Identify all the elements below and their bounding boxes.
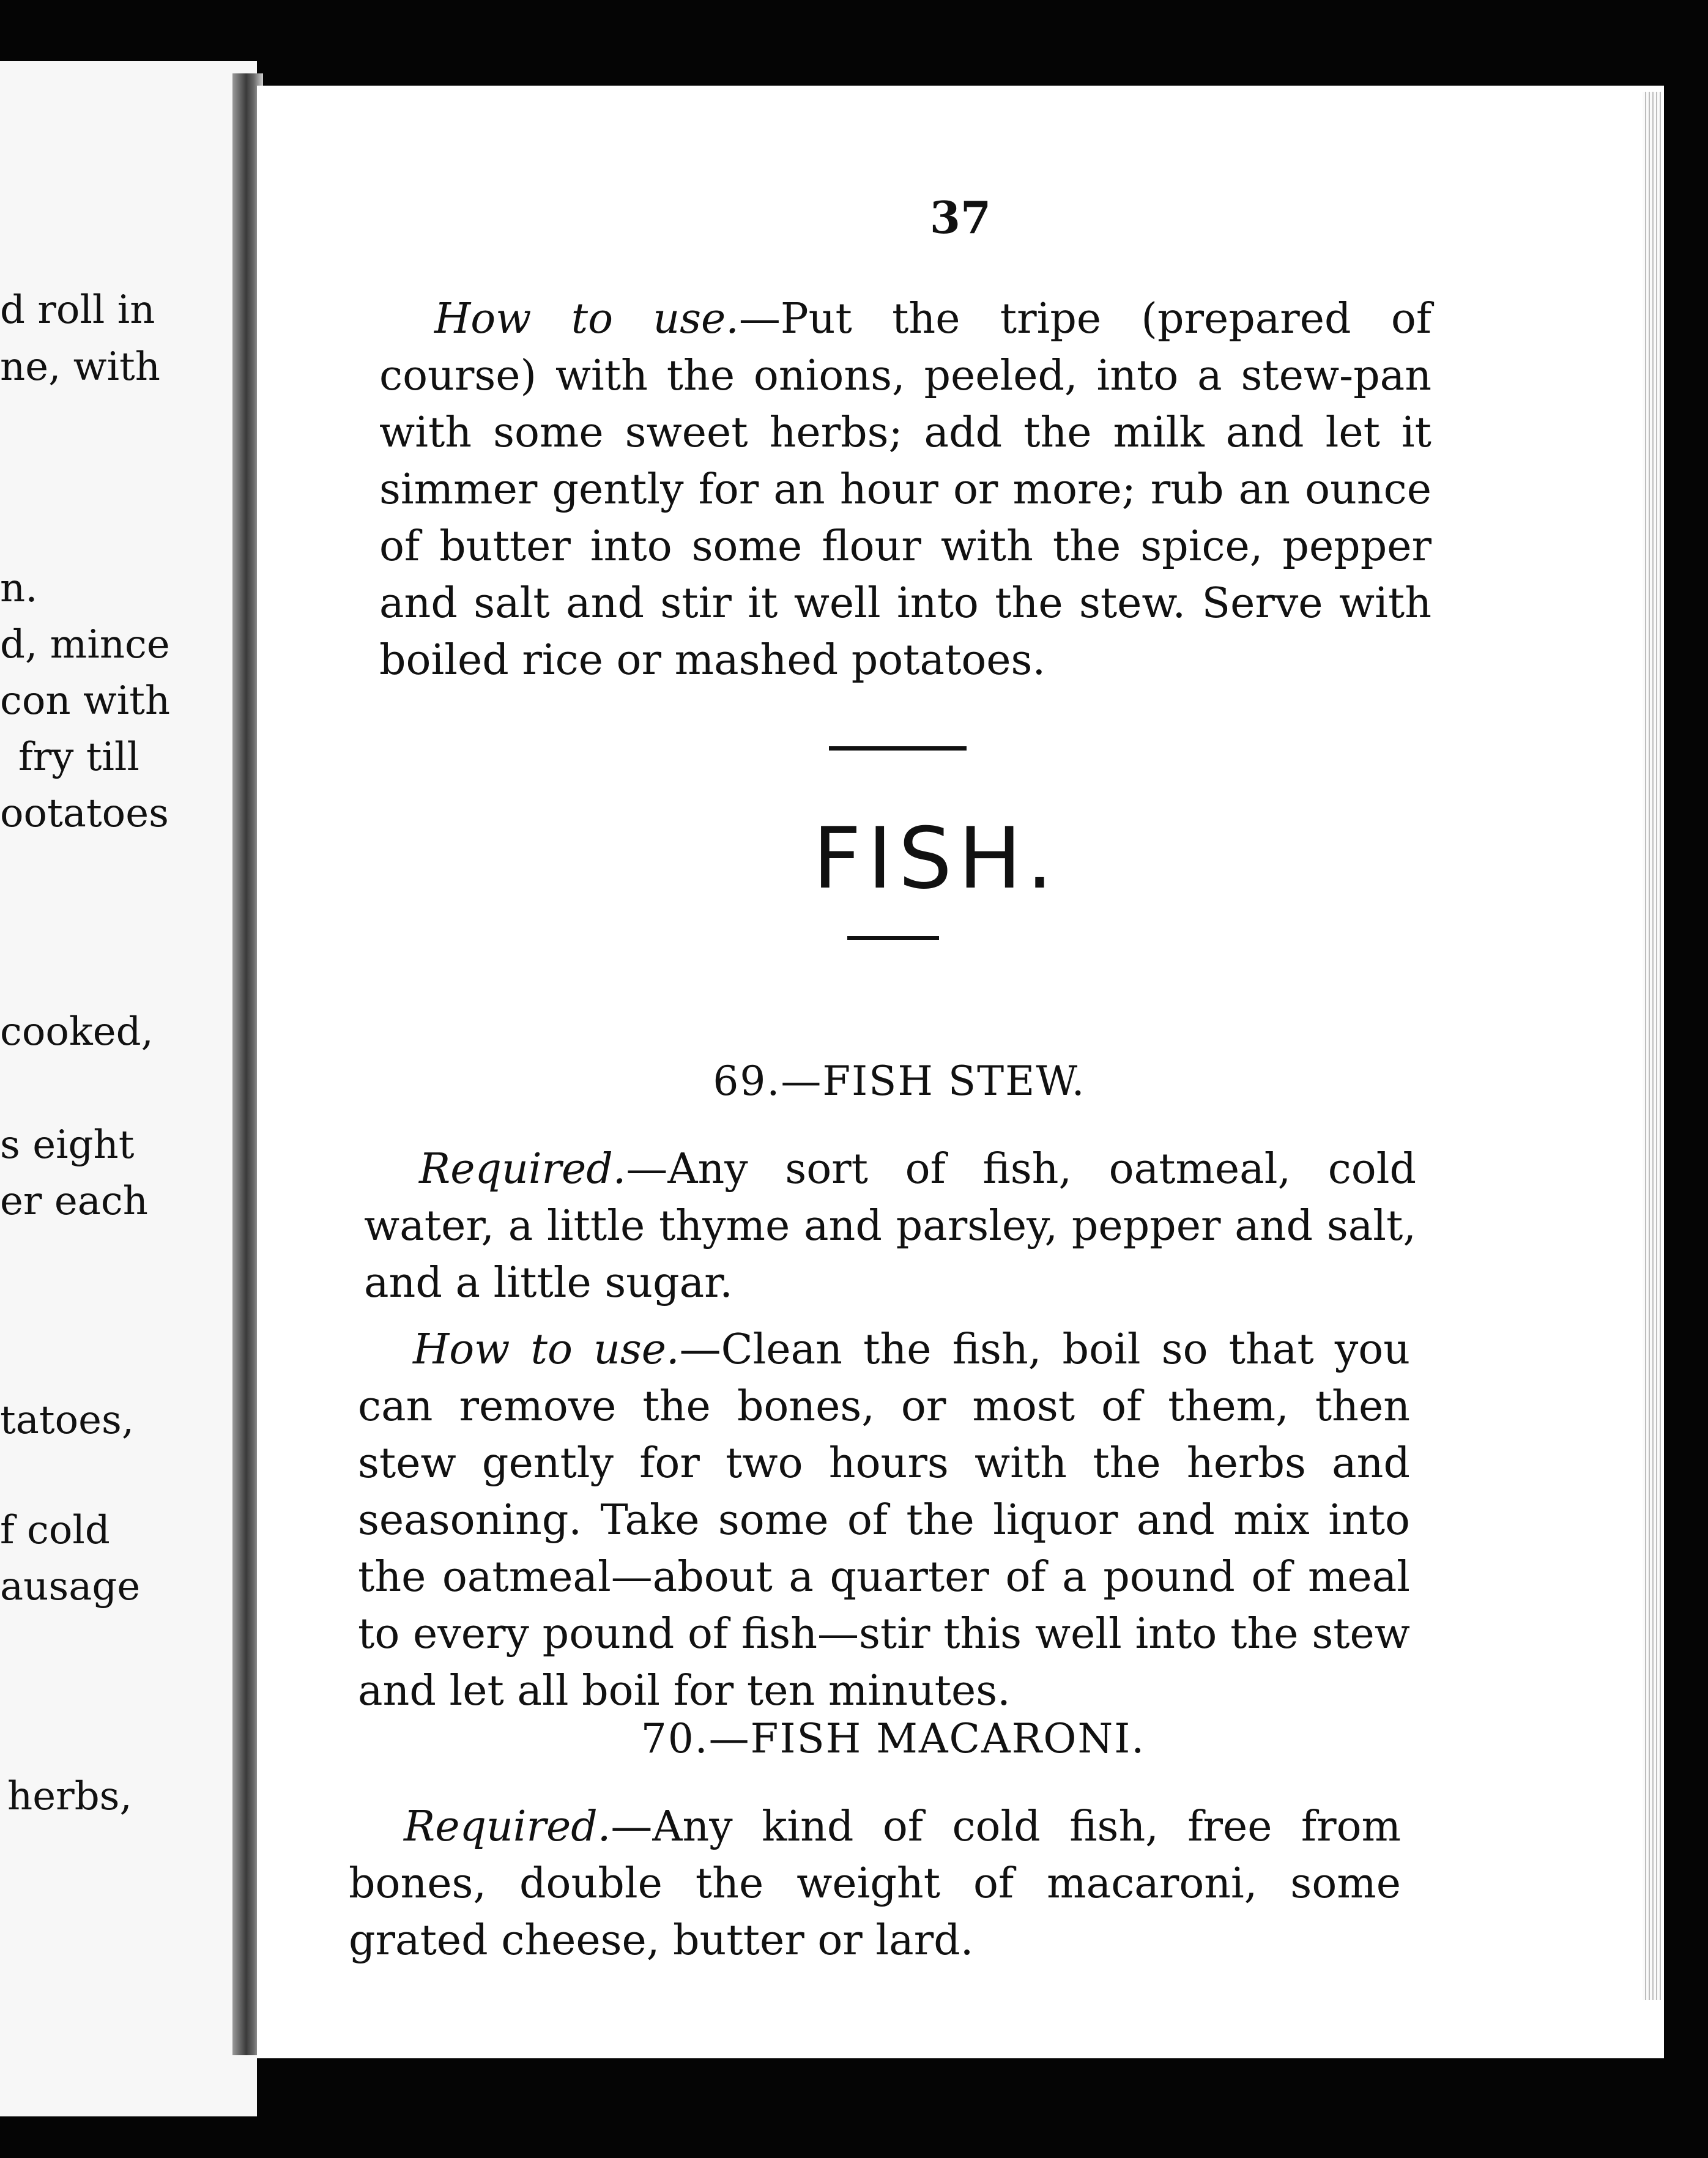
left-text-fragment: fry till (18, 735, 139, 780)
required-label: Required. (419, 1145, 626, 1193)
left-text-fragment: ne, with (0, 344, 160, 390)
left-text-fragment: con with (0, 678, 171, 724)
left-text-fragment: ootatoes (0, 791, 169, 836)
required-text: —Any kind of cold fish, free from bones, double the weight of macaroni, some grated cheese, butter or lard. (349, 1803, 1401, 1965)
left-page (0, 61, 257, 2116)
left-text-fragment: n. (0, 566, 38, 611)
tripe-how-to-use (379, 291, 1431, 689)
left-text-fragment: f cold (0, 1508, 110, 1553)
how-to-use-text: —Clean the fish, boil so that you can remove the bones, or most of them, then stew gently for two hours with the herbs and seasoning. Take some of the liquor and mix into the oatmeal—about a quarter of a pound of meal to every pound of fish—stir this well into the stew and let all boil for ten minutes. (358, 1326, 1410, 1715)
divider-rule (829, 746, 967, 751)
left-text-fragment: er each (0, 1179, 148, 1224)
left-text-fragment: cooked, (0, 1009, 154, 1055)
page-edge-stack (1643, 92, 1661, 2000)
left-text-fragment: s eight (0, 1122, 135, 1168)
left-text-fragment: d, mince (0, 622, 170, 667)
right-page (257, 86, 1664, 2058)
section-title: FISH. (812, 809, 1060, 908)
required-label: Required. (404, 1803, 611, 1851)
left-text-fragment: d roll in (0, 287, 155, 333)
left-text-fragment: herbs, (7, 1774, 132, 1819)
divider-rule (847, 936, 939, 940)
how-to-use-label: How to use. (434, 295, 739, 343)
left-text-fragment: ausage (0, 1564, 141, 1609)
fish-stew-how-to-use (358, 1321, 1410, 1719)
how-to-use-text: —Put the tripe (prepared of course) with the onions, peeled, into a stew-pan with some sweet herbs; add the milk and let it simmer gently for an hour or more; rub an ounce of butter into some flour with the spice, pepper and salt and stir it well into the stew. Serve with boiled rice or mashed potatoes. (379, 295, 1431, 684)
how-to-use-label: How to use. (413, 1326, 680, 1374)
page-number: 37 (929, 191, 992, 243)
left-text-fragment: tatoes, (0, 1398, 135, 1443)
fish-macaroni-required (349, 1798, 1401, 1969)
recipe-title-fish-stew: 69.—FISH STEW. (713, 1058, 1086, 1105)
fish-stew-required (364, 1141, 1416, 1311)
recipe-title-fish-macaroni: 70.—FISH MACARONI. (640, 1715, 1146, 1762)
required-text: —Any sort of fish, oatmeal, cold water, a little thyme and parsley, pepper and salt, and a little sugar. (364, 1145, 1416, 1307)
